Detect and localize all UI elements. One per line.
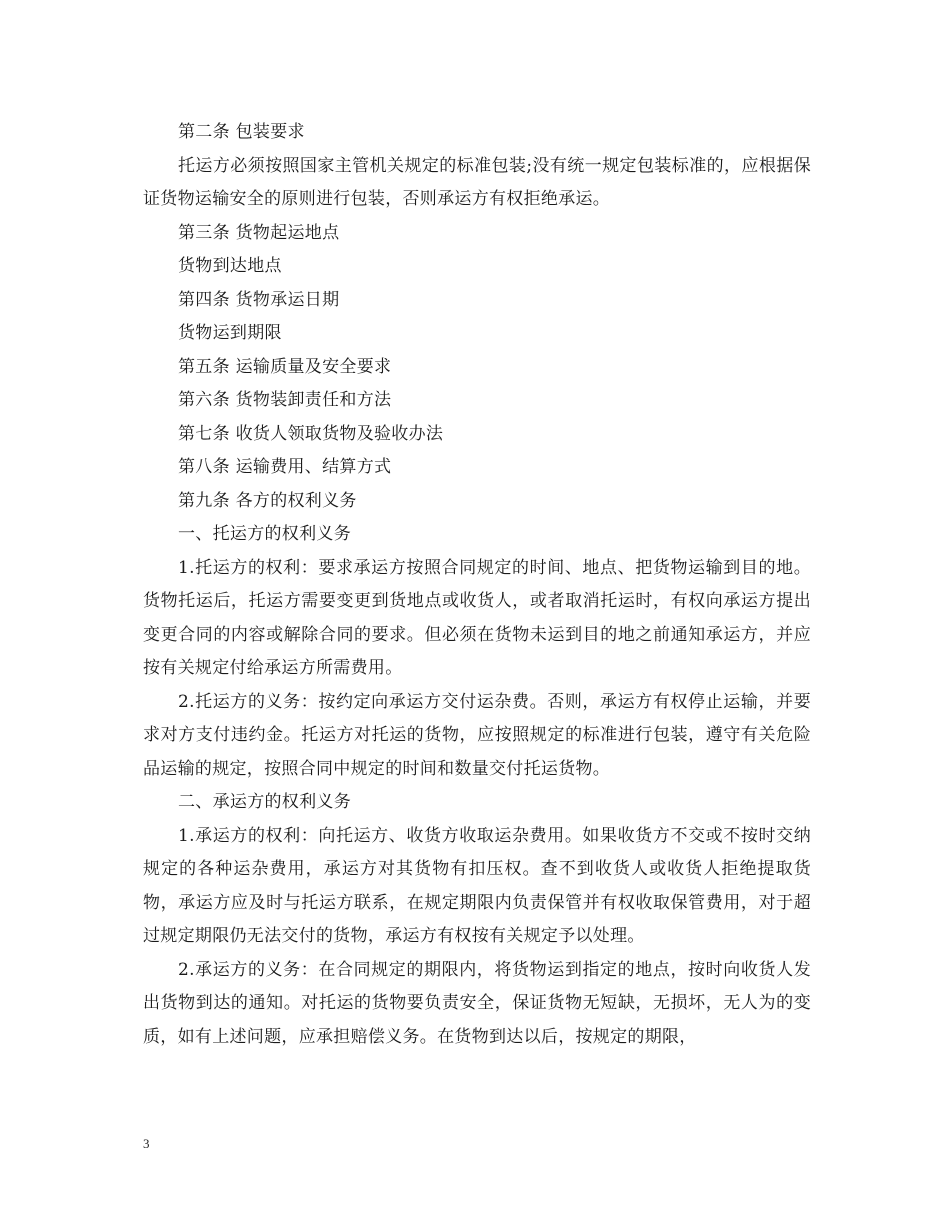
article-7-heading: 第七条 收货人领取货物及验收办法 xyxy=(178,423,444,444)
delivery-deadline-line: 货物运到期限 xyxy=(178,323,282,343)
article-6-heading: 第六条 货物装卸责任和方法 xyxy=(178,390,392,410)
paragraph-shipper-rights: 1.托运方的权利：要求承运方按照合同规定的时间、地点、把货物运输到目的地。货物托运后，托运方需要变更到货地点或收货人，或者取消托运时，有权向承运方提出变更合同的内容或解除合同的要求。但必须在货物未运到目的地之前通知承运方，并应按有关规定付给承运方所需费用。 xyxy=(143,557,811,678)
page-number: 3 xyxy=(143,1136,150,1151)
paragraph-shipper-obligations: 2.托运方的义务：按约定向承运方交付运杂费。否则，承运方有权停止运输，并要求对方支付违约金。托运方对托运的货物，应按照规定的标准进行包装，遵守有关危险品运输的规定，按照合同中规定的时间和数量交付托运货物。 xyxy=(143,691,811,779)
paragraph-carrier-obligations: 2.承运方的义务：在合同规定的期限内，将货物运到指定的地点，按时向收货人发出货物到达的通知。对托运的货物要负责安全，保证货物无短缺，无损坏，无人为的变质，如有上述问题，应承担赔偿义务。在货物到达以后，按规定的期限， xyxy=(143,959,811,1047)
paragraph-packaging: 托运方必须按照国家主管机关规定的标准包装;没有统一规定包装标准的，应根据保证货物运输安全的原则进行包装，否则承运方有权拒绝承运。 xyxy=(143,155,811,209)
article-9-heading: 第九条 各方的权利义务 xyxy=(178,490,357,511)
article-2-heading: 第二条 包装要求 xyxy=(178,122,305,142)
page-body xyxy=(143,116,811,1054)
section-carrier-heading: 二、承运方的权利义务 xyxy=(178,792,351,812)
destination-line: 货物到达地点 xyxy=(178,256,282,276)
article-3-heading: 第三条 货物起运地点 xyxy=(178,222,340,243)
article-5-heading: 第五条 运输质量及安全要求 xyxy=(178,356,392,377)
article-4-heading: 第四条 货物承运日期 xyxy=(178,289,340,310)
article-8-heading: 第八条 运输费用、结算方式 xyxy=(178,457,392,477)
paragraph-carrier-rights: 1.承运方的权利：向托运方、收货方收取运杂费用。如果收货方不交或不按时交纳规定的各种运杂费用，承运方对其货物有扣压权。查不到收货人或收货人拒绝提取货物，承运方应及时与托运方联系，在规定期限内负责保管并有权收取保管费用，对于超过规定期限仍无法交付的货物，承运方有权按有关规定予以处理。 xyxy=(143,825,811,946)
section-shipper-heading: 一、托运方的权利义务 xyxy=(178,524,351,544)
